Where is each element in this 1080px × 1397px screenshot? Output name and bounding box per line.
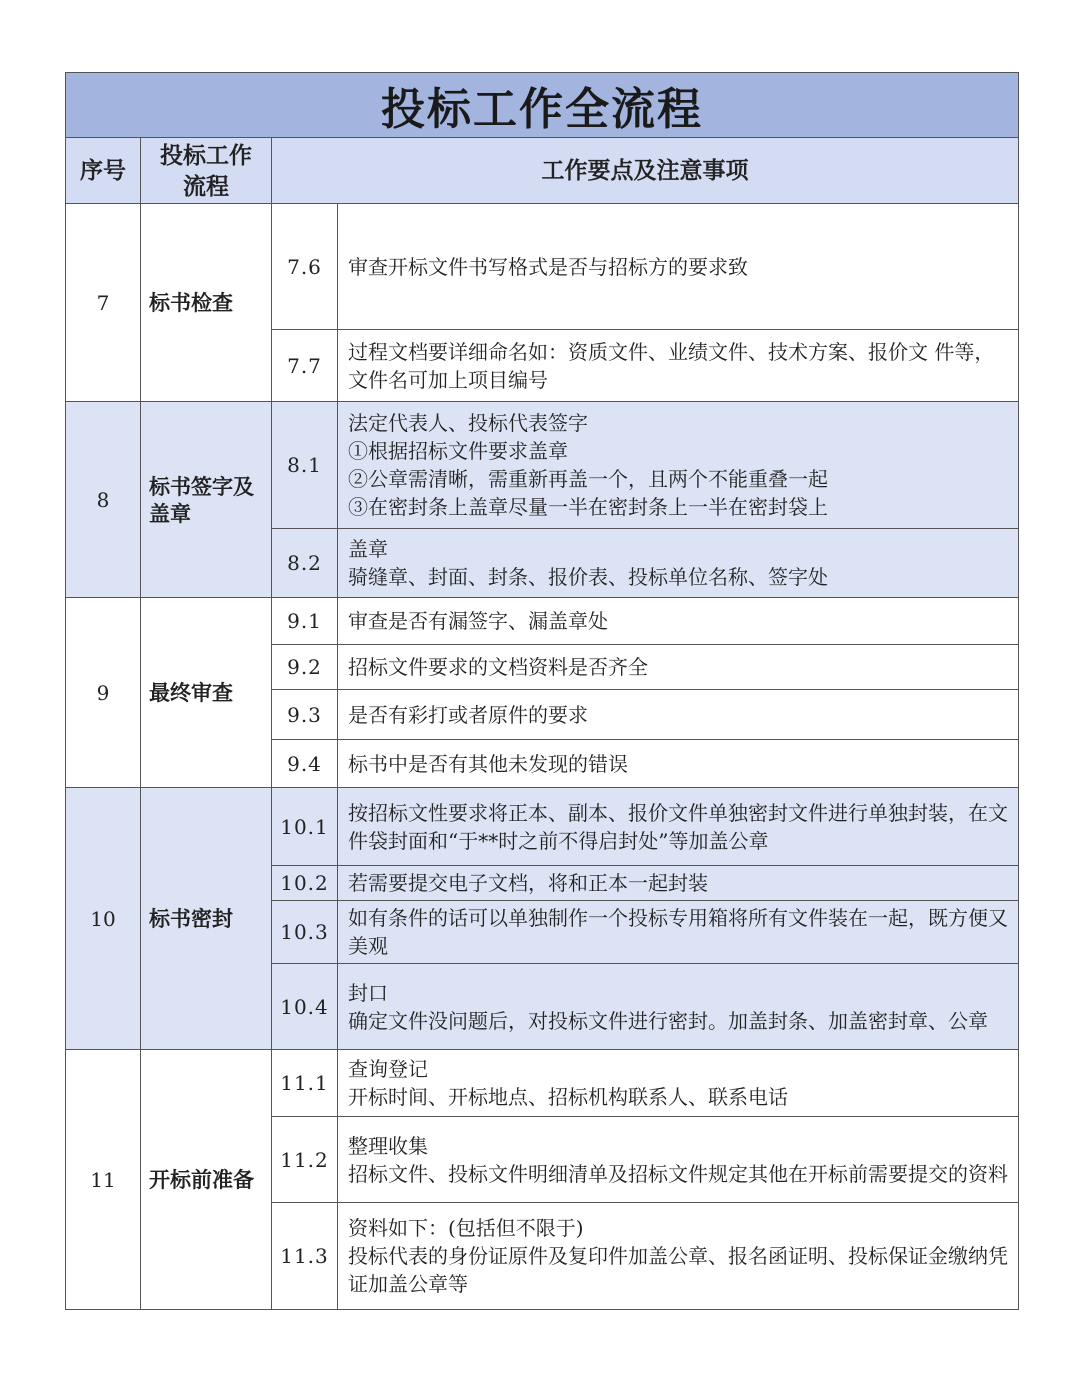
item-detail <box>338 788 1019 866</box>
detail-line: 投标代表的身份证原件及复印件加盖公章、报名函证明、投标保证金缴纳凭证加盖公章等 <box>348 1244 1008 1296</box>
detail-line: 整理收集 <box>348 1133 428 1158</box>
item-number: 7.7 <box>272 330 338 402</box>
item-number: 7.6 <box>272 204 338 330</box>
detail-line: 查询登记 <box>348 1057 428 1081</box>
item-number: 10.3 <box>272 901 338 964</box>
item-number: 9.3 <box>272 690 338 740</box>
header-stage-line1: 投标工作 <box>160 141 252 169</box>
item-number: 9.2 <box>272 645 338 690</box>
table-row <box>66 402 1019 529</box>
detail-line: 盖章 <box>348 537 388 561</box>
table-body <box>66 73 1019 1310</box>
detail-line: 若需要提交电子文档，将和正本一起封装 <box>348 871 708 895</box>
item-number: 9.4 <box>272 740 338 788</box>
detail-line: ①根据招标文件要求盖章 <box>348 439 568 463</box>
detail-line: 骑缝章、封面、封条、报价表、投标单位名称、签字处 <box>348 565 828 589</box>
item-detail <box>338 1050 1019 1117</box>
group-seq: 11 <box>66 1050 141 1310</box>
item-number: 10.2 <box>272 866 338 901</box>
item-detail <box>338 964 1019 1050</box>
item-detail <box>338 690 1019 740</box>
detail-line: 资料如下：(包括但不限于) <box>348 1216 584 1240</box>
detail-line: 审查开标文件书写格式是否与招标方的要求致 <box>348 254 748 279</box>
header-row <box>66 138 1019 204</box>
table-row <box>66 788 1019 866</box>
group-seq: 8 <box>66 402 141 598</box>
group-stage: 最终审查 <box>141 598 272 788</box>
detail-line: ③在密封条上盖章尽量一半在密封条上一半在密封袋上 <box>348 495 828 519</box>
header-points: 工作要点及注意事项 <box>272 138 1019 204</box>
group-stage: 标书密封 <box>141 788 272 1050</box>
table-row <box>66 598 1019 645</box>
header-stage-line2: 流程 <box>183 172 229 200</box>
group-stage: 标书检查 <box>141 204 272 402</box>
item-detail <box>338 1117 1019 1203</box>
detail-line: 法定代表人、投标代表签字 <box>348 411 588 435</box>
detail-line: 是否有彩打或者原件的要求 <box>348 702 588 727</box>
item-number: 11.1 <box>272 1050 338 1117</box>
item-detail <box>338 529 1019 598</box>
item-detail <box>338 204 1019 330</box>
detail-line: 招标文件、投标文件明细清单及招标文件规定其他在开标前需要提交的资料 <box>348 1161 1008 1186</box>
detail-line: 招标文件要求的文档资料是否齐全 <box>348 655 648 679</box>
process-table <box>65 72 1019 1310</box>
item-number: 11.3 <box>272 1203 338 1310</box>
detail-line: 如有条件的话可以单独制作一个投标专用箱将所有文件装在一起，既方便又美观 <box>348 906 1008 958</box>
group-seq: 7 <box>66 204 141 402</box>
header-stage <box>141 138 272 204</box>
item-number: 8.2 <box>272 529 338 598</box>
detail-line: 确定文件没问题后，对投标文件进行密封。加盖封条、加盖密封章、公章 <box>348 1008 988 1033</box>
item-number: 9.1 <box>272 598 338 645</box>
item-detail <box>338 598 1019 645</box>
item-detail <box>338 402 1019 529</box>
group-seq: 9 <box>66 598 141 788</box>
item-number: 8.1 <box>272 402 338 529</box>
detail-line: 按招标文性要求将正本、副本、报价文件单独密封文件进行单独封装，在文件袋封面和“于**时之前不得启封处”等加盖公章 <box>348 800 1008 853</box>
item-number: 10.1 <box>272 788 338 866</box>
detail-line: 过程文档要详细命名如：资质文件、业绩文件、技术方案、报价文 件等，文件名可加上项目编号 <box>348 339 995 392</box>
detail-line: 封口 <box>348 980 388 1005</box>
item-number: 11.2 <box>272 1117 338 1203</box>
group-stage: 开标前准备 <box>141 1050 272 1310</box>
table-row <box>66 204 1019 330</box>
detail-line: ②公章需清晰，需重新再盖一个，且两个不能重叠一起 <box>348 467 828 491</box>
item-detail <box>338 1203 1019 1310</box>
document-title: 投标工作全流程 <box>66 73 1019 138</box>
group-seq: 10 <box>66 788 141 1050</box>
table-row <box>66 1050 1019 1117</box>
item-detail <box>338 645 1019 690</box>
item-detail <box>338 866 1019 901</box>
group-stage: 标书签字及盖章 <box>141 402 272 598</box>
process-document <box>65 72 1018 1310</box>
item-detail <box>338 901 1019 964</box>
item-detail <box>338 740 1019 788</box>
detail-line: 开标时间、开标地点、招标机构联系人、联系电话 <box>348 1085 788 1109</box>
title-row <box>66 73 1019 138</box>
header-seq: 序号 <box>66 138 141 204</box>
detail-line: 审查是否有漏签字、漏盖章处 <box>348 609 608 633</box>
item-detail <box>338 330 1019 402</box>
item-number: 10.4 <box>272 964 338 1050</box>
detail-line: 标书中是否有其他未发现的错误 <box>348 751 628 776</box>
